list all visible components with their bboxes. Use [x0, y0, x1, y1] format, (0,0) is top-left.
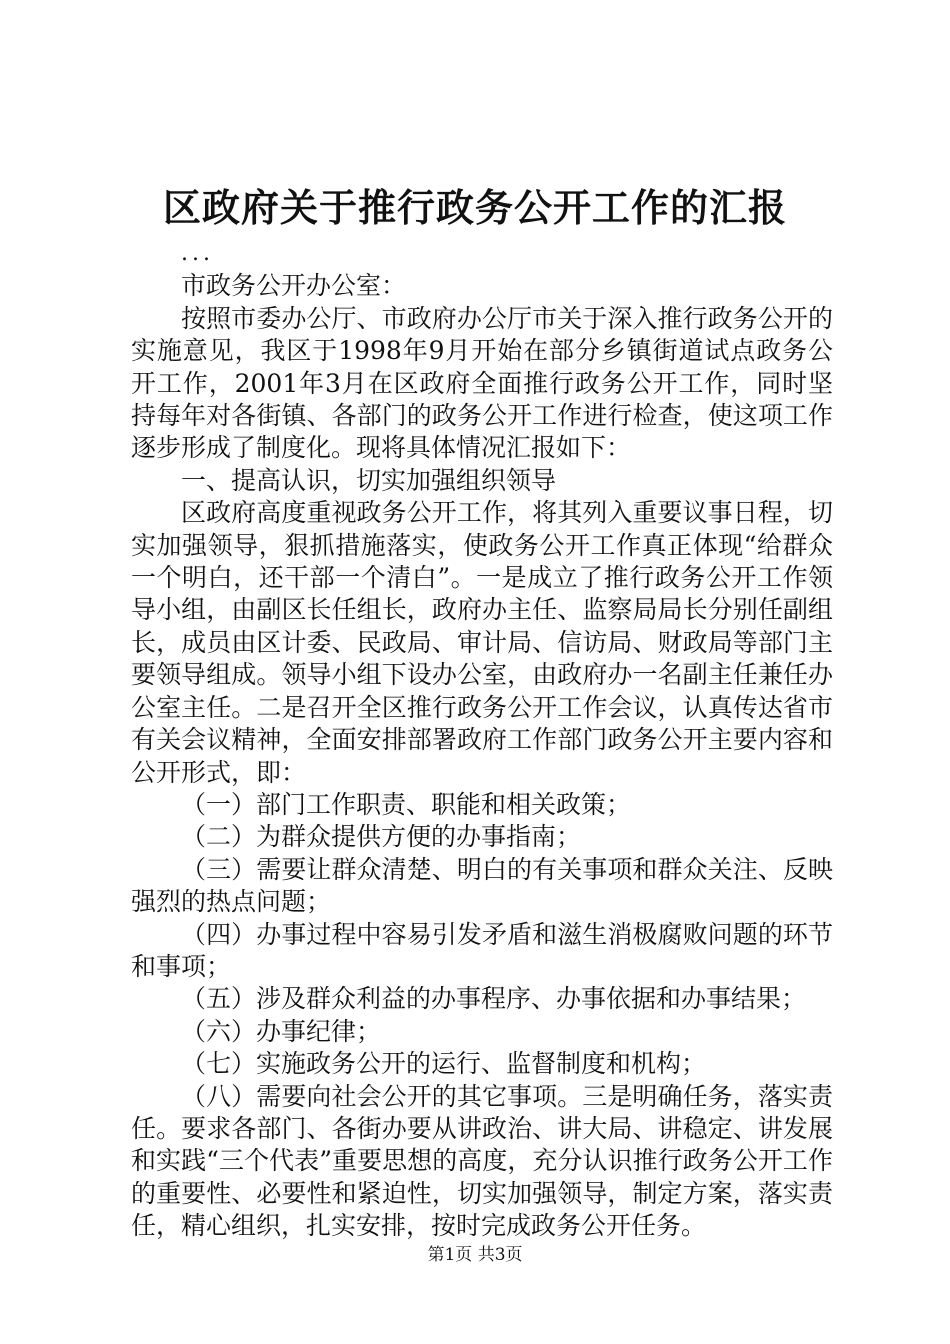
list-item-1: （一）部门工作职责、职能和相关政策；: [181, 789, 632, 819]
list-item-4: （四）办事过程中容易引发矛盾和滋生消极腐败问题的环节和事项；: [131, 919, 833, 981]
salutation: 市政务公开办公室：: [181, 271, 407, 301]
list-item-2: （二）为群众提供方便的办事指南；: [181, 822, 582, 852]
paragraph-section-1: 区政府高度重视政务公开工作，将其列入重要议事日程，切实加强领导，狠抓措施落实，使政务公开工作真正体现“给群众一个明白，还干部一个清白”。一是成立了推行政务公开工作领导小组，由副区长任组长，政府办主任、监察局局长分别任副组长，成员由区计委、民政局、审计局、信访局、财政局等部门主要领导组成。领导小组下设办公室，由政府办一名副主任兼任办公室主任。二是召开全区推行政务公开工作会议，认真传达省市有关会议精神，全面安排部署政府工作部门政务公开主要内容和公开形式，即：: [131, 498, 833, 787]
document-body: [131, 238, 833, 1243]
section-heading-1: 一、提高认识，切实加强组织领导: [181, 465, 557, 495]
list-item-8: （八）需要向社会公开的其它事项。三是明确任务，落实责任。要求各部门、各街办要从讲政治、讲大局、讲稳定、讲发展和实践“三个代表”重要思想的高度，充分认识推行政务公开工作的重要性、必要性和紧迫性，切实加强领导，制定方案，落实责任，精心组织，扎实安排，按时完成政务公开任务。: [131, 1081, 833, 1241]
page-number: 第1页 共3页: [427, 1245, 523, 1265]
list-item-5: （五）涉及群众利益的办事程序、办事依据和办事结果；: [181, 984, 807, 1014]
list-item-3: （三）需要让群众清楚、明白的有关事项和群众关注、反映强烈的热点问题；: [131, 854, 833, 917]
paragraph-intro: 按照市委办公厅、市政府办公厅市关于深入推行政务公开的实施意见，我区于1998年9月开始在部分乡镇街道试点政务公开工作，2001年3月在区政府全面推行政务公开工作，同时坚持每年对各街镇、各部门的政务公开工作进行检查，使这项工作逐步形成了制度化。现将具体情况汇报如下：: [131, 303, 833, 463]
document-title: 区政府关于推行政务公开工作的汇报: [162, 185, 787, 230]
list-item-6: （六）办事纪律；: [181, 1016, 382, 1046]
ellipsis-marker: ...: [181, 241, 214, 266]
list-item-7: （七）实施政务公开的运行、监督制度和机构；: [181, 1049, 707, 1079]
